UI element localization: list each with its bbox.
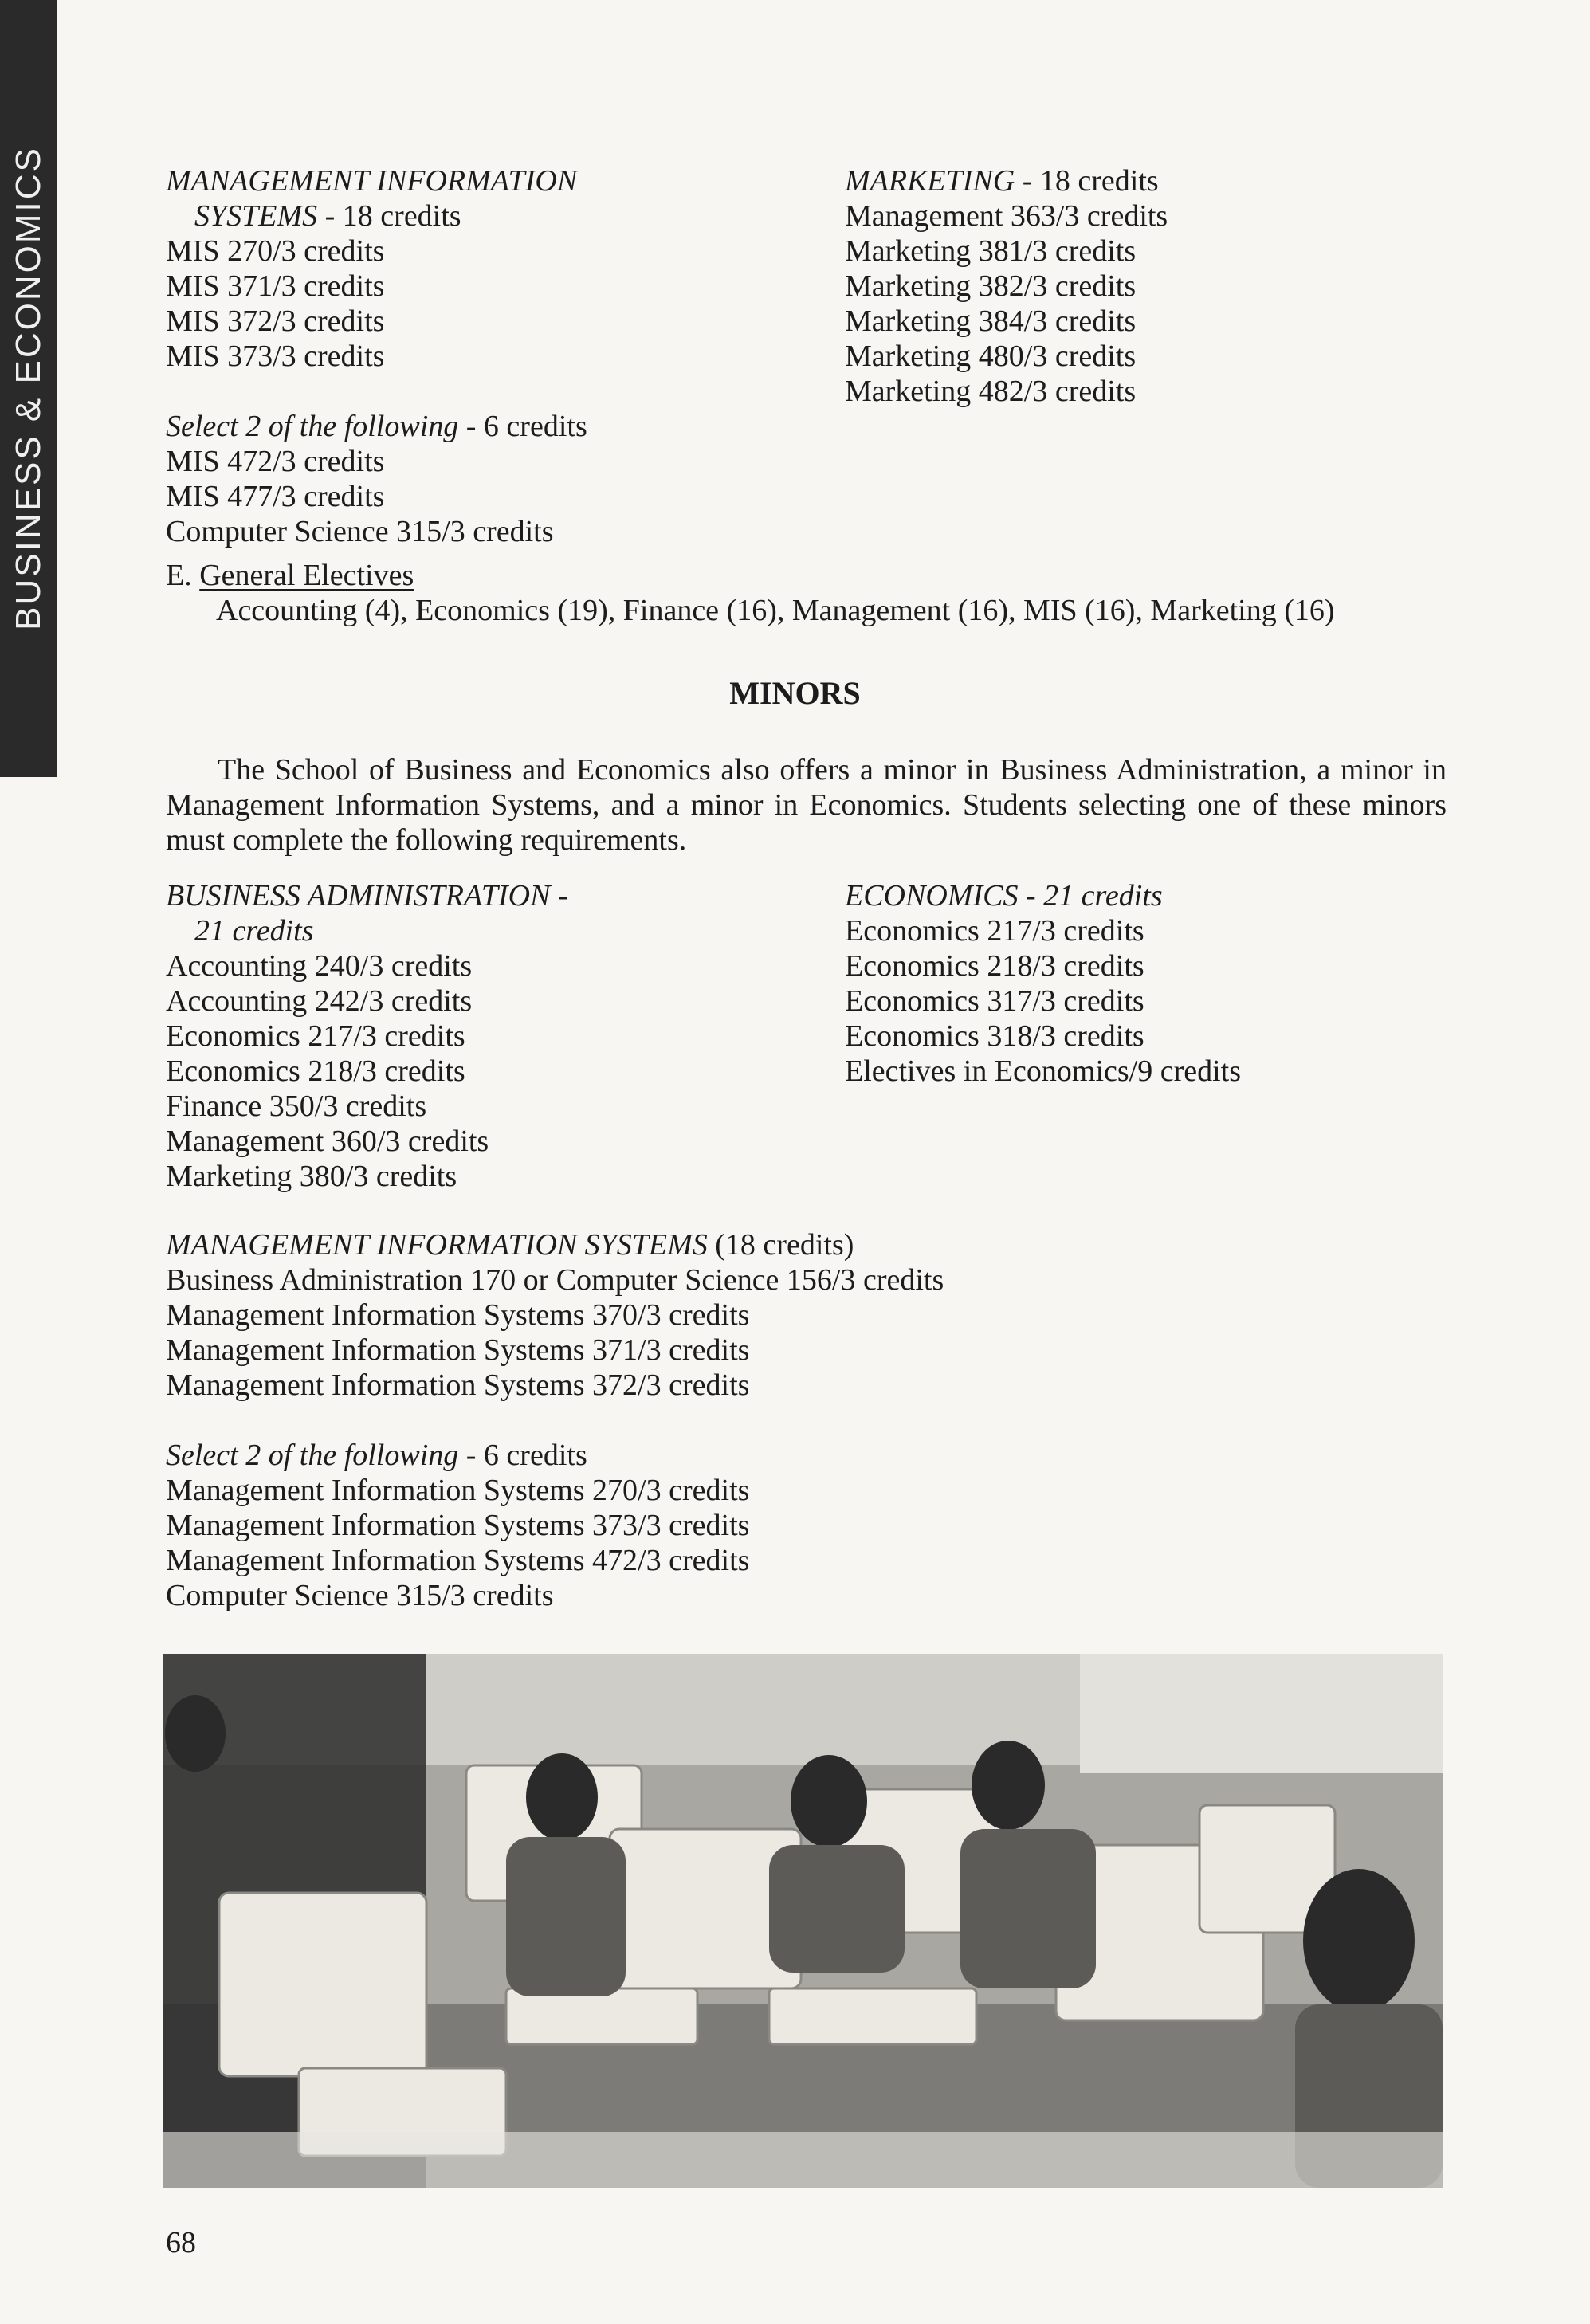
course-line: MIS 373/3 credits bbox=[166, 340, 385, 373]
computer-lab-photo bbox=[163, 1654, 1443, 2188]
side-section-tab bbox=[0, 0, 57, 777]
general-electives-list: Accounting (4), Economics (19), Finance (16), Management (16), MIS (16), Marketing (16) bbox=[216, 594, 1335, 627]
course-line: Management 360/3 credits bbox=[166, 1125, 489, 1158]
course-line: Management Information Systems 472/3 credits bbox=[166, 1544, 750, 1577]
mis-major-select-section bbox=[166, 409, 587, 549]
minors-intro-paragraph: The School of Business and Economics also offers a minor in Business Administration, a minor in Management Information Systems, and a minor in Economics. Students selecting one of these minors must complete the following requirements. bbox=[166, 753, 1447, 857]
minors-heading: MINORS bbox=[729, 675, 861, 711]
course-line: Marketing 480/3 credits bbox=[845, 340, 1137, 373]
mis-major-title-credits: SYSTEMS - 18 credits bbox=[194, 199, 461, 233]
side-section-tab-label: BUSINESS & ECONOMICS bbox=[9, 146, 48, 630]
course-line: Business Administration 170 or Computer Science 156/3 credits bbox=[166, 1263, 944, 1297]
course-line: Management Information Systems 370/3 credits bbox=[166, 1298, 750, 1332]
course-line: Computer Science 315/3 credits bbox=[166, 1579, 554, 1612]
mis-minor-title: MANAGEMENT INFORMATION SYSTEMS (18 credits) bbox=[166, 1228, 854, 1262]
business-administration-minor bbox=[166, 878, 568, 1194]
page-number: 68 bbox=[166, 2226, 196, 2259]
select-heading: Select 2 of the following - 6 credits bbox=[166, 410, 587, 443]
course-line: MIS 477/3 credits bbox=[166, 480, 385, 513]
select-heading: Select 2 of the following - 6 credits bbox=[166, 1439, 587, 1472]
course-line: Economics 317/3 credits bbox=[845, 984, 1144, 1018]
course-line: Marketing 380/3 credits bbox=[166, 1160, 457, 1193]
course-line: Accounting 242/3 credits bbox=[166, 984, 473, 1018]
course-line: Economics 218/3 credits bbox=[166, 1054, 465, 1088]
business-administration-credits: 21 credits bbox=[194, 914, 314, 948]
course-line: Electives in Economics/9 credits bbox=[845, 1054, 1242, 1088]
course-line: Marketing 384/3 credits bbox=[845, 304, 1137, 338]
course-line: MIS 371/3 credits bbox=[166, 269, 385, 303]
course-line: Management Information Systems 371/3 credits bbox=[166, 1333, 750, 1367]
course-line: Marketing 482/3 credits bbox=[845, 375, 1137, 408]
course-line: MIS 372/3 credits bbox=[166, 304, 385, 338]
course-line: Economics 318/3 credits bbox=[845, 1019, 1144, 1053]
marketing-section bbox=[845, 163, 1168, 409]
general-electives-section bbox=[166, 558, 1335, 628]
marketing-title: MARKETING - 18 credits bbox=[845, 164, 1159, 198]
course-line: Marketing 381/3 credits bbox=[845, 234, 1137, 268]
mis-major-title: MANAGEMENT INFORMATION bbox=[166, 164, 578, 198]
course-line: Economics 217/3 credits bbox=[166, 1019, 465, 1053]
course-line: Management Information Systems 373/3 credits bbox=[166, 1509, 750, 1542]
course-line: MIS 270/3 credits bbox=[166, 234, 385, 268]
mis-major-section bbox=[166, 163, 577, 374]
general-electives-heading: E. General Electives bbox=[166, 559, 414, 592]
course-line: Finance 350/3 credits bbox=[166, 1089, 427, 1123]
mis-minor-section bbox=[166, 1227, 944, 1403]
course-line: Management Information Systems 270/3 credits bbox=[166, 1474, 750, 1507]
course-line: Accounting 240/3 credits bbox=[166, 949, 473, 983]
course-line: Management 363/3 credits bbox=[845, 199, 1168, 233]
mis-minor-select-section bbox=[166, 1438, 749, 1613]
course-line: Computer Science 315/3 credits bbox=[166, 515, 554, 548]
course-line: Management Information Systems 372/3 credits bbox=[166, 1368, 750, 1402]
course-line: Economics 217/3 credits bbox=[845, 914, 1144, 948]
economics-title: ECONOMICS - 21 credits bbox=[845, 879, 1163, 913]
economics-minor bbox=[845, 878, 1241, 1089]
course-line: Economics 218/3 credits bbox=[845, 949, 1144, 983]
course-line: Marketing 382/3 credits bbox=[845, 269, 1137, 303]
business-administration-title: BUSINESS ADMINISTRATION - bbox=[166, 879, 568, 913]
course-line: MIS 472/3 credits bbox=[166, 445, 385, 478]
